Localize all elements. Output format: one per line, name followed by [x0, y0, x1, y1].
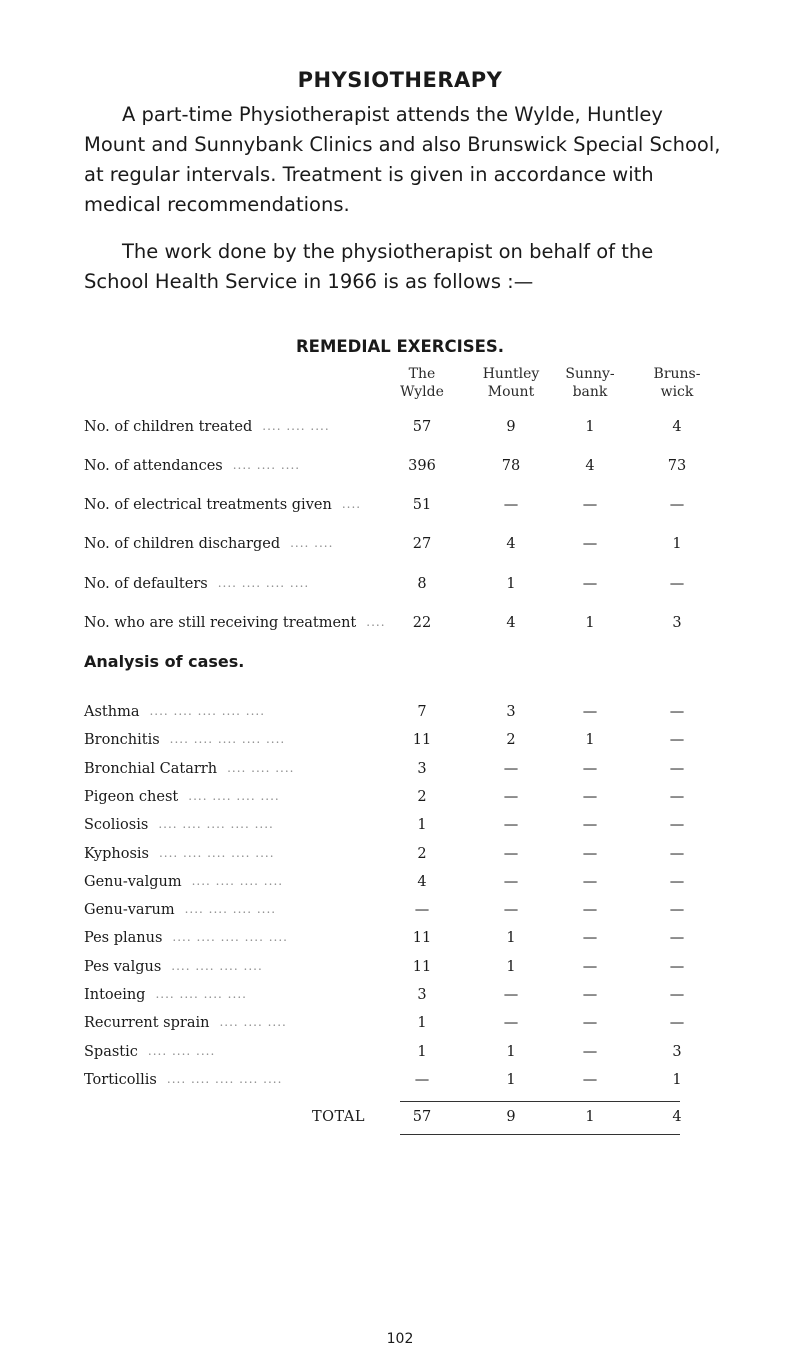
leader-dots: .... .... .... ....	[184, 902, 277, 917]
analysis-row	[84, 817, 684, 839]
leader-dots: .... .... .... .... ....	[158, 845, 275, 860]
analysis-value: —	[503, 987, 519, 1003]
total-bottom-rule	[400, 1134, 680, 1135]
work-text: The work done by the physiotherapist on behalf of the School Health Service in 1966 is as follows :—	[84, 240, 654, 293]
analysis-value: 3	[417, 987, 427, 1003]
analysis-label: Torticollis	[84, 1071, 157, 1088]
analysis-title: Analysis of cases.	[84, 652, 245, 671]
analysis-value: —	[582, 1015, 598, 1032]
analysis-value: 1	[417, 1043, 427, 1060]
analysis-value: 2	[417, 845, 427, 862]
analysis-row	[84, 959, 684, 981]
exercise-value: 73	[667, 458, 687, 474]
analysis-value: —	[669, 817, 685, 834]
analysis-label: Pigeon chest	[84, 788, 179, 805]
analysis-value: 2	[506, 732, 516, 749]
page-number: 102	[386, 1331, 414, 1347]
analysis-value: 1	[506, 1043, 516, 1060]
analysis-value: —	[669, 987, 685, 1003]
total-sunnybank: 1	[585, 1109, 595, 1125]
leader-dots: .... .... .... .... ....	[172, 930, 288, 945]
total-brunswick: 4	[672, 1109, 682, 1125]
exercise-label: No. of attendances	[84, 458, 223, 474]
leader-dots: .... .... .... ....	[191, 873, 284, 888]
analysis-label: Pes valgus	[84, 958, 162, 975]
exercise-value: 1	[585, 419, 595, 435]
analysis-label: Pes planus	[84, 930, 163, 947]
leader-dots: .... .... .... .... ....	[158, 817, 274, 832]
analysis-label: Scoliosis	[84, 817, 149, 834]
section-title: REMEDIAL EXERCISES.	[295, 337, 505, 356]
exercise-row	[84, 576, 684, 598]
analysis-value: 1	[672, 1071, 682, 1088]
analysis-row	[84, 1044, 684, 1066]
leader-dots: .... .... .... .... ....	[149, 704, 266, 718]
analysis-value: —	[503, 817, 519, 834]
analysis-row	[84, 704, 684, 726]
analysis-value: —	[582, 902, 598, 919]
analysis-value: —	[414, 902, 430, 919]
analysis-label: Bronchitis	[84, 732, 160, 749]
exercise-value: 4	[506, 536, 516, 552]
exercise-label: No. who are still receiving treatment	[84, 615, 357, 631]
analysis-value: 11	[412, 958, 432, 975]
analysis-value: 3	[672, 1043, 682, 1060]
analysis-value: —	[669, 1015, 685, 1032]
page-title: PHYSIOTHERAPY	[297, 68, 503, 92]
analysis-row	[84, 1072, 684, 1094]
analysis-label: Genu-valgum	[84, 873, 182, 890]
analysis-value: —	[503, 760, 519, 777]
exercise-value: —	[669, 576, 685, 592]
analysis-value: —	[414, 1071, 430, 1088]
exercise-value: 1	[672, 536, 682, 552]
leader-dots: .... .... .... ....	[188, 788, 280, 803]
exercise-row	[84, 615, 684, 637]
analysis-value: —	[503, 1015, 519, 1032]
leader-dots: .... .... ....	[232, 458, 301, 472]
analysis-label: Genu-varum	[84, 902, 175, 919]
analysis-value: 3	[417, 760, 427, 777]
leader-dots: .... ....	[290, 536, 334, 550]
leader-dots: .... .... ....	[227, 760, 295, 775]
leader-dots: .... .... .... .... ....	[166, 1071, 283, 1086]
analysis-value: —	[582, 958, 598, 975]
intro-text: A part-time Physiotherapist attends the Wylde, Huntley Mount and Sunnybank Clinics and also Brunswick Special School, at regular intervals. Treatment is given in accordance with medical recommendations.	[84, 103, 721, 216]
column-header-huntley-mount: Huntley Mount	[482, 366, 540, 400]
exercise-value: 57	[412, 419, 432, 435]
analysis-value: —	[582, 845, 598, 862]
analysis-value: —	[582, 930, 598, 947]
analysis-value: 1	[506, 958, 516, 975]
leader-dots: ....	[341, 497, 362, 511]
analysis-row	[84, 846, 684, 868]
analysis-value: —	[582, 788, 598, 805]
exercise-label: No. of defaulters	[84, 576, 208, 592]
exercise-label: No. of children discharged	[84, 536, 281, 552]
analysis-value: —	[669, 902, 685, 919]
leader-dots: .... .... ....	[219, 1015, 287, 1030]
analysis-value: 3	[506, 704, 516, 720]
total-wylde: 57	[412, 1109, 432, 1125]
analysis-row	[84, 902, 684, 924]
analysis-value: 1	[417, 817, 427, 834]
analysis-label: Recurrent sprain	[84, 1015, 210, 1032]
analysis-row	[84, 761, 684, 783]
analysis-row	[84, 789, 684, 811]
leader-dots: ....	[366, 615, 386, 629]
exercise-row	[84, 458, 687, 480]
exercise-value: 78	[501, 458, 521, 474]
analysis-value: 4	[417, 873, 427, 890]
analysis-label: Bronchial Catarrh	[84, 760, 218, 777]
analysis-label: Spastic	[84, 1043, 138, 1060]
intro-paragraph	[84, 100, 724, 220]
total-label: TOTAL	[312, 1109, 366, 1125]
exercise-value: 8	[417, 576, 427, 592]
analysis-value: 7	[417, 704, 427, 720]
exercise-value: 4	[672, 419, 682, 435]
exercise-value: —	[503, 497, 519, 513]
analysis-value: —	[582, 1043, 598, 1060]
analysis-value: —	[582, 1071, 598, 1088]
analysis-value: —	[503, 873, 519, 890]
exercise-row	[84, 536, 684, 558]
exercise-value: 9	[506, 419, 516, 435]
analysis-label: Asthma	[84, 704, 140, 720]
analysis-value: —	[503, 788, 519, 805]
analysis-value: —	[582, 704, 598, 720]
analysis-value: —	[669, 930, 685, 947]
analysis-value: 1	[417, 1015, 427, 1032]
analysis-value: —	[582, 987, 598, 1003]
analysis-value: —	[503, 845, 519, 862]
exercise-value: 22	[412, 615, 432, 631]
exercise-value: —	[582, 576, 598, 592]
analysis-row	[84, 930, 684, 952]
exercise-value: 1	[585, 615, 595, 631]
analysis-value: 2	[417, 788, 427, 805]
analysis-value: —	[669, 732, 685, 749]
analysis-row	[84, 987, 684, 1009]
leader-dots: .... .... .... .... ....	[169, 732, 286, 747]
analysis-label: Kyphosis	[84, 845, 149, 862]
analysis-label: Intoeing	[84, 987, 146, 1003]
analysis-value: —	[582, 760, 598, 777]
analysis-value: —	[503, 902, 519, 919]
analysis-value: —	[669, 704, 685, 720]
analysis-value: 1	[585, 732, 595, 749]
analysis-row	[84, 874, 684, 896]
exercise-label: No. of electrical treatments given	[84, 497, 332, 513]
analysis-value: —	[669, 958, 685, 975]
leader-dots: .... .... .... ....	[217, 576, 310, 590]
analysis-value: —	[669, 760, 685, 777]
column-header-sunnybank: Sunny- bank	[565, 366, 615, 400]
total-huntley-mount: 9	[506, 1109, 516, 1125]
leader-dots: .... .... .... ....	[155, 987, 247, 1001]
analysis-value: 1	[506, 930, 516, 947]
exercise-value: 27	[412, 536, 432, 552]
analysis-value: —	[669, 788, 685, 805]
leader-dots: .... .... .... ....	[171, 958, 263, 973]
analysis-row	[84, 1015, 684, 1037]
analysis-value: 1	[506, 1071, 516, 1088]
exercise-value: 4	[585, 458, 595, 474]
column-header-wylde: The Wylde	[400, 366, 444, 400]
exercise-value: —	[669, 497, 685, 513]
analysis-value: —	[582, 817, 598, 834]
exercise-row	[84, 419, 684, 441]
exercise-value: 396	[408, 458, 436, 474]
analysis-value: —	[669, 845, 685, 862]
exercise-value: 1	[506, 576, 516, 592]
work-paragraph	[84, 237, 724, 297]
exercise-row	[84, 497, 684, 519]
analysis-row	[84, 732, 684, 754]
column-header-brunswick: Bruns- wick	[653, 366, 701, 400]
exercise-value: —	[582, 497, 598, 513]
total-top-rule	[400, 1101, 680, 1102]
exercise-value: 3	[672, 615, 682, 631]
analysis-value: —	[582, 873, 598, 890]
analysis-value: 11	[412, 930, 432, 947]
analysis-value: 11	[412, 732, 432, 749]
exercise-value: —	[582, 536, 598, 552]
exercise-value: 51	[412, 497, 432, 513]
leader-dots: .... .... ....	[262, 419, 330, 433]
analysis-value: —	[669, 873, 685, 890]
exercise-value: 4	[506, 615, 516, 631]
exercise-label: No. of children treated	[84, 419, 253, 435]
leader-dots: .... .... ....	[147, 1043, 216, 1058]
